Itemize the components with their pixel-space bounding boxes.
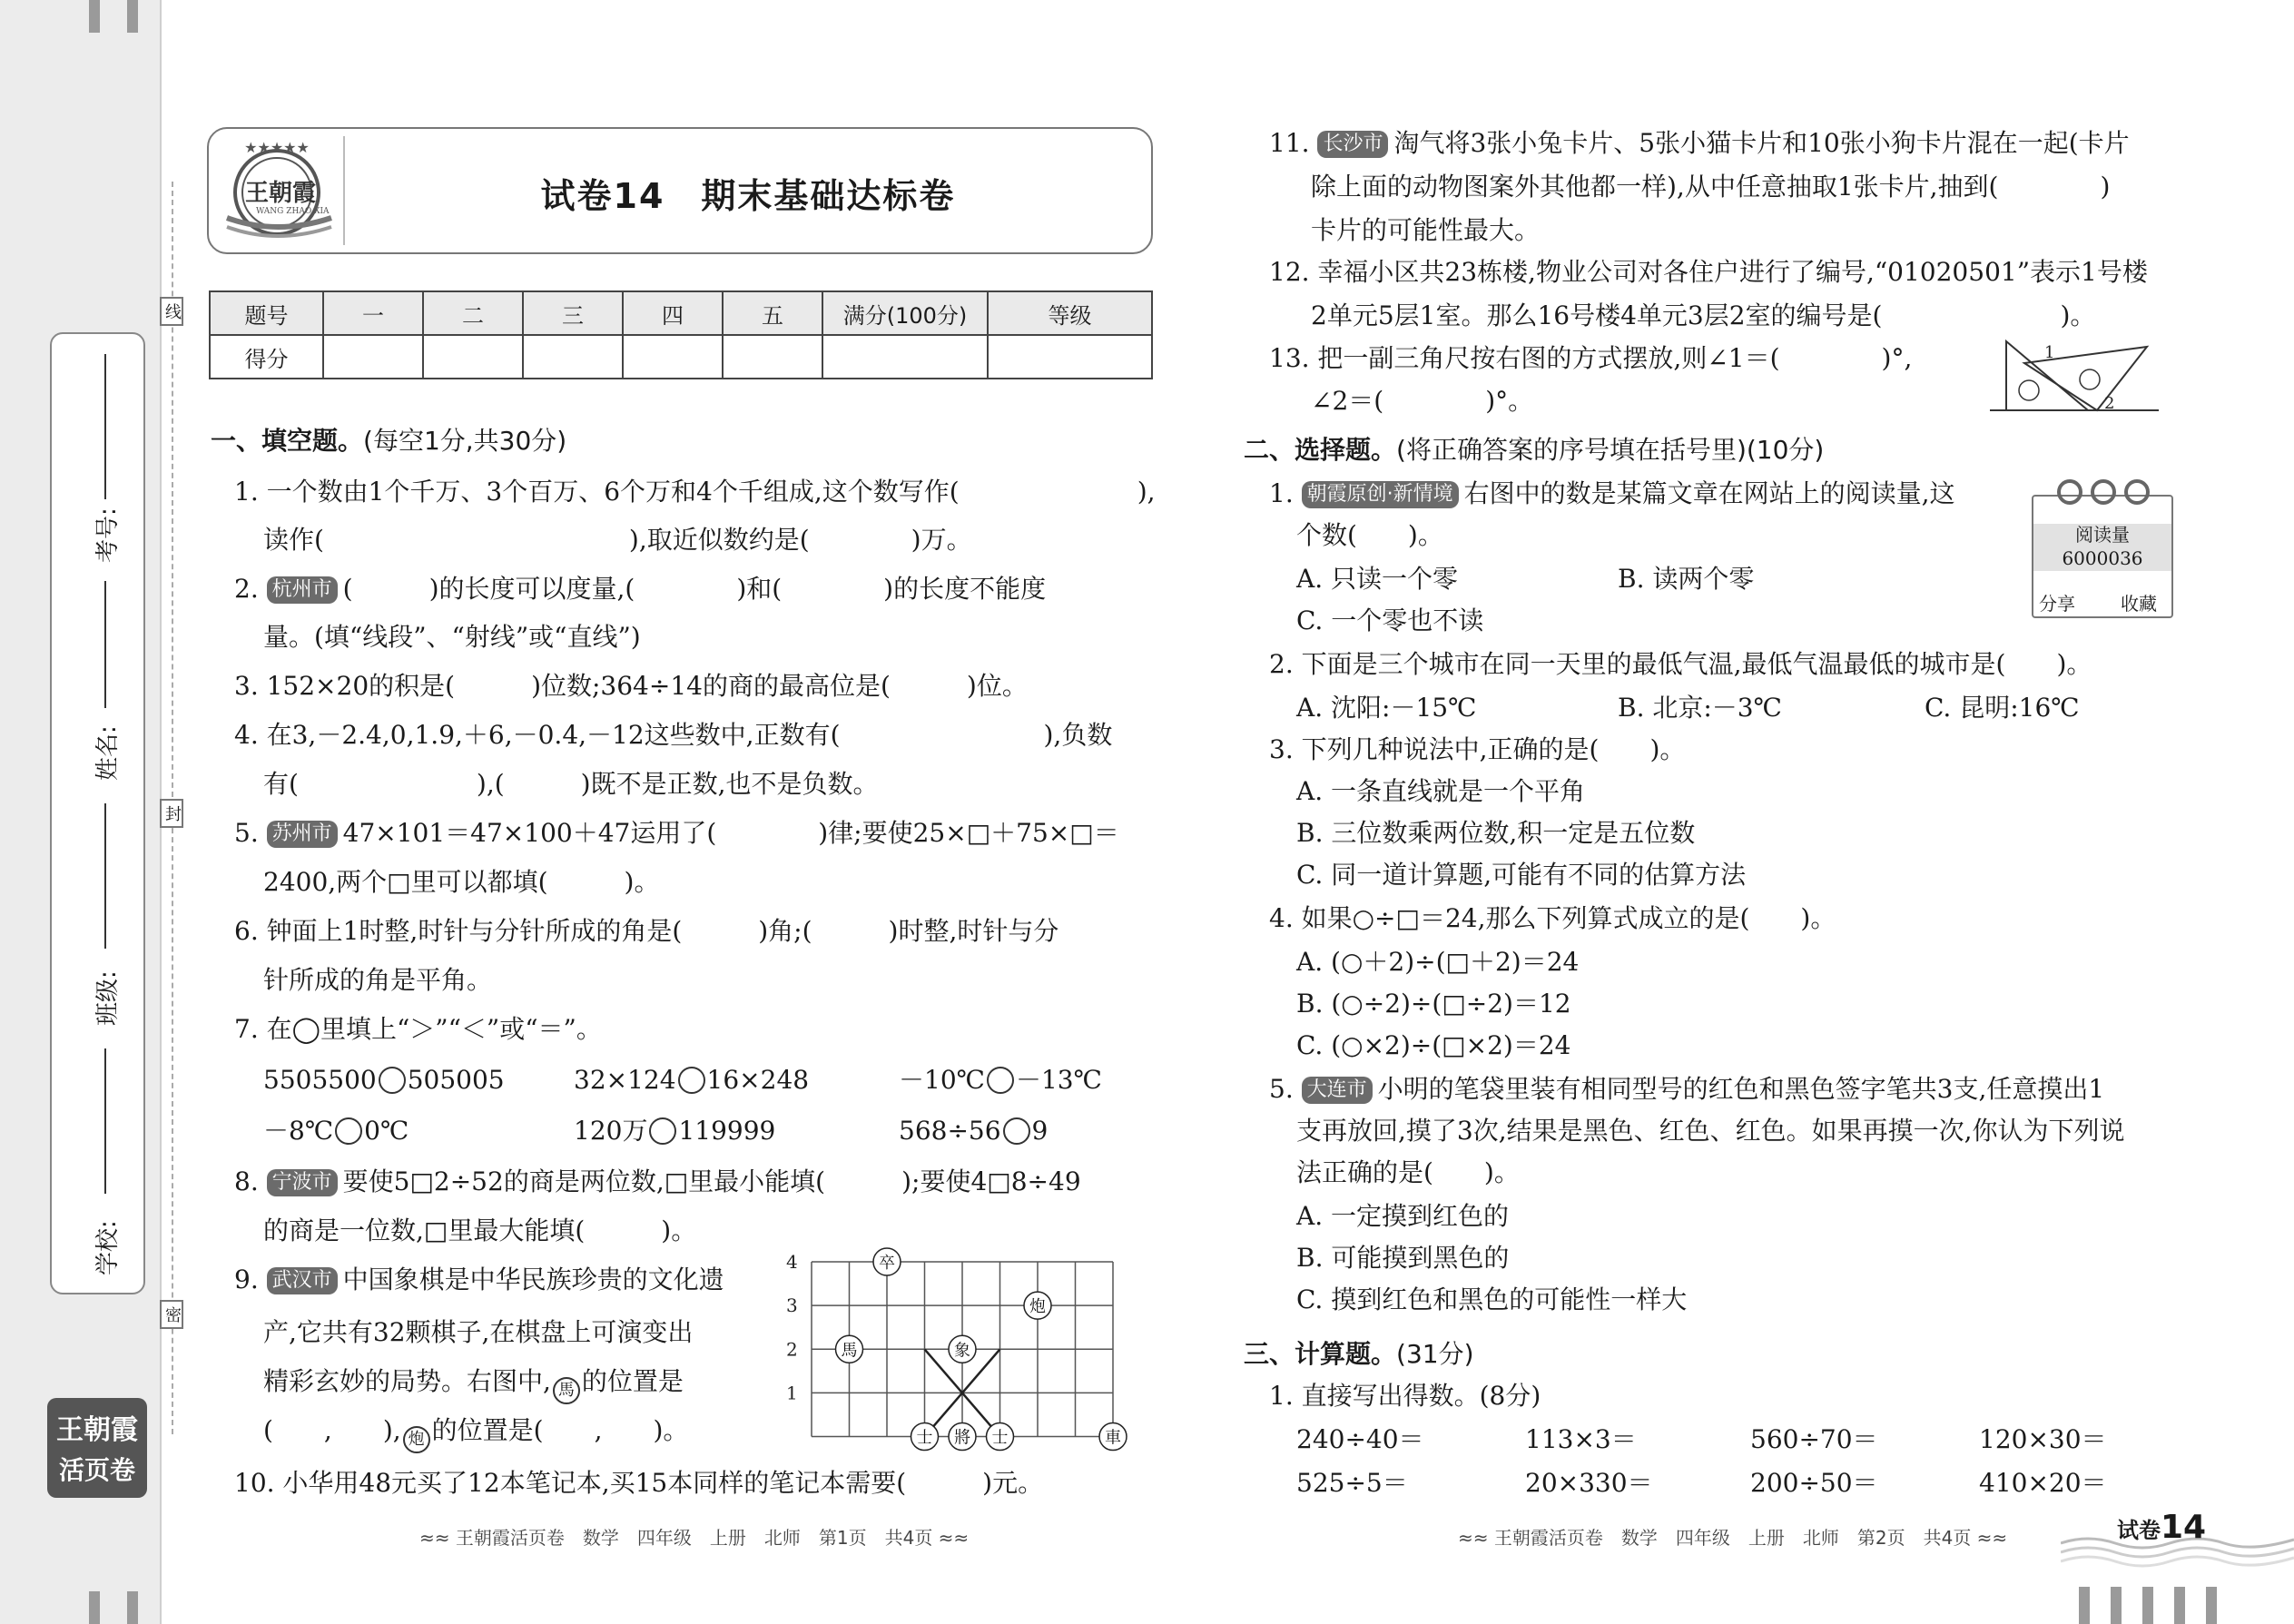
q7-right: 0℃ [364,1116,409,1146]
c1-option-c[interactable]: C. 一个零也不读 [1296,605,1484,635]
pao-piece-icon: 炮 [403,1426,430,1453]
c1-text: 右图中的数是某篇文章在网站上的阅读量,这 [1463,478,1955,508]
calc-item[interactable]: 525÷5＝ [1296,1468,1408,1498]
svg-text:★★★★★: ★★★★★ [244,139,310,156]
read-count-label: 阅读量 [2075,524,2130,546]
q8-text: 要使5□2÷52的商是两位数,□里最小能填( );要使4□8÷49 [342,1166,1081,1196]
region-tag: 朝霞原创·新情境 [1302,481,1459,508]
q7-left: 568÷56 [899,1116,1001,1146]
q6-line2: 针所成的角是平角。 [263,965,493,995]
calc-item[interactable]: 240÷40＝ [1296,1424,1424,1454]
c4: 4. 如果○÷□＝24,那么下列算式成立的是( )。 [1269,903,1836,933]
q9-line3 [263,1363,684,1404]
brand-sub: 活页卷 [58,1455,135,1485]
score-cell[interactable] [723,335,822,379]
jiang-piece-label: 將 [954,1428,970,1448]
c3-option-a[interactable]: A. 一条直线就是一个平角 [1296,776,1586,806]
score-cell[interactable] [822,335,988,379]
ma-piece-label: 馬 [841,1341,858,1361]
c2-option-c[interactable]: C. 昆明:16℃ [1925,693,2080,723]
score-header: 等级 [988,291,1152,335]
q9-text: 中国象棋是中华民族珍贵的文化遗 [342,1265,724,1294]
q7-item [899,1062,1102,1098]
q7-left: －8℃ [263,1116,334,1146]
q5-line1: 5. 苏州市 47×101＝47×100＋47运用了( )律;要使25×□＋75×□＝ [234,818,1119,848]
cut-mark-feng: 封 [160,799,183,828]
section-3-title [1244,1336,1474,1373]
q5-line2: 2400,两个□里可以都填( )。 [263,867,660,897]
class-label: 班级: [94,970,122,1026]
region-tag: 宁波市 [267,1169,338,1196]
read-count-card [2032,495,2173,618]
score-header: 满分(100分) [822,291,988,335]
q3: 3. 152×20的积是( )位数;364÷14的商的最高位是( )位。 [234,671,1028,701]
q10: 10. 小华用48元买了12本笔记本,买15本同样的笔记本需要( )元。 [234,1468,1044,1498]
score-cell[interactable] [623,335,723,379]
q6-line1: 6. 钟面上1时整,时针与分针所成的角是( )角;( )时整,时针与分 [234,916,1059,946]
q7-right: 505005 [407,1065,505,1095]
score-header: 四 [623,291,723,335]
q7-left: 32×124 [574,1065,676,1095]
deco-bar [2111,1587,2122,1624]
q13-line2: ∠2＝( )°。 [1311,386,1534,416]
section-title-text: 一、填空题。 [211,426,364,456]
chess-board-figure [783,1245,1146,1454]
calc-item[interactable]: 20×330＝ [1525,1468,1653,1498]
number-field[interactable] [104,354,106,499]
che-piece-label: 車 [1105,1428,1121,1448]
y-tick-label: 4 [786,1251,798,1273]
section-note: (每空1分,共30分) [363,426,567,456]
paper-number: 14 [2161,1509,2207,1546]
calc-item[interactable]: 410×20＝ [1979,1468,2107,1498]
q2-line2: 量。(填“线段”、“射线”或“直线”) [263,622,641,652]
q9-line2: 产,它共有32颗棋子,在棋盘上可演变出 [263,1317,694,1347]
q9-text: 精彩玄妙的局势。右图中, [263,1366,551,1396]
logo-sub: WANG ZHAO XIA [256,207,330,216]
q13-line1: 13. 把一副三角尺按右图的方式摆放,则∠1＝( )°, [1269,343,1913,373]
score-header: 二 [423,291,523,335]
compare-circle[interactable] [379,1067,406,1094]
q7-right: 16×248 [706,1065,810,1095]
q9-line1: 9. 武汉市 中国象棋是中华民族珍贵的文化遗 [234,1265,724,1294]
q11-line3: 卡片的可能性最大。 [1311,215,1541,245]
pao-piece-label: 炮 [1029,1297,1046,1317]
c1-option-b[interactable]: B. 读两个零 [1618,564,1755,594]
c1-line1: 1. 朝霞原创·新情境 右图中的数是某篇文章在网站上的阅读量,这 [1269,478,1955,508]
score-cell[interactable] [988,335,1152,379]
q2-text: ( )的长度可以度量,( )和( )的长度不能度 [342,574,1047,604]
deco-bar [2142,1587,2153,1624]
region-tag: 苏州市 [267,821,338,848]
q11-line1: 11. 长沙市 淘气将3张小兔卡片、5张小猫卡片和10张小狗卡片混在一起(卡片 [1269,128,2130,158]
c5-option-b[interactable]: B. 可能摸到黑色的 [1296,1243,1510,1273]
q7-left: －10℃ [899,1065,985,1095]
deco-bar [2079,1587,2090,1624]
c2-option-b[interactable]: B. 北京:－3℃ [1618,693,1782,723]
c5-line2: 支再放回,摸了3次,结果是黑色、红色、红色。如果再摸一次,你认为下列说 [1296,1116,2125,1146]
q7-item [574,1113,775,1149]
section-2-title [1244,432,1824,468]
q7-left: 120万 [574,1116,648,1146]
region-tag: 杭州市 [267,576,338,604]
calc-title: 1. 直接写出得数。(8分) [1269,1381,1541,1411]
section-note: (将正确答案的序号填在括号里)(10分) [1396,435,1825,465]
zu-piece-label: 卒 [879,1254,895,1273]
c5-option-a[interactable]: A. 一定摸到红色的 [1296,1201,1510,1231]
score-header: 一 [323,291,423,335]
q11-text: 淘气将3张小兔卡片、5张小猫卡片和10张小狗卡片混在一起(卡片 [1393,128,2130,158]
page-footer-right: ≈≈ 王朝霞活页卷 数学 四年级 上册 北师 第2页 共4页 ≈≈ [1458,1527,2008,1549]
calc-item[interactable]: 200÷50＝ [1750,1468,1878,1498]
c3: 3. 下列几种说法中,正确的是( )。 [1269,734,1686,764]
section-1-title [211,423,566,459]
q12-line1: 12. 幸福小区共23栋楼,物业公司对各住户进行了编号,“01020501”表示1号楼 [1269,257,2148,287]
c4-option-a[interactable]: A. (○＋2)÷(□＋2)＝24 [1296,947,1580,977]
q7-right: －13℃ [1015,1065,1102,1095]
favorite-label: 收藏 [2121,593,2157,615]
c2-option-a[interactable]: A. 沈阳:－15℃ [1296,693,1477,723]
q7-item [899,1113,1048,1149]
q12-line2: 2单元5层1室。那么16号楼4单元3层2室的编号是( )。 [1311,300,2096,330]
cut-mark-xian: 线 [160,297,183,326]
region-tag: 武汉市 [267,1267,338,1294]
q1-line2: 读作( ),取近似数约是( )万。 [263,525,972,555]
q9-text: 的位置是 [581,1366,684,1396]
c5-line3: 法正确的是( )。 [1296,1157,1520,1187]
c1-line2: 个数( )。 [1296,520,1443,550]
student-info-box [50,332,145,1294]
angle-2-label: 2 [2104,394,2115,413]
cut-mark-mi: 密 [160,1300,183,1329]
shi-piece-label: 士 [991,1428,1009,1448]
paper-number-badge [2117,1509,2206,1546]
name-field[interactable] [104,581,106,708]
school-field[interactable] [104,1048,106,1194]
page-title: 试卷14 期末基础达标卷 [540,175,956,216]
deco-bar [127,1591,138,1624]
compare-circle[interactable] [649,1117,676,1145]
c5-option-c[interactable]: C. 摸到红色和黑色的可能性一样大 [1296,1284,1688,1314]
deco-bar [2174,1587,2185,1624]
y-tick-label: 2 [786,1338,798,1361]
deco-bar [2206,1587,2217,1624]
calc-item[interactable]: 113×3＝ [1525,1424,1637,1454]
q2-line1: 2. 杭州市 ( )的长度可以度量,( )和( )的长度不能度 [234,574,1047,604]
compare-circle[interactable] [678,1067,705,1094]
binder-rings-icon [2053,474,2153,510]
q11-line2: 除上面的动物图案外其他都一样),从中任意抽取1张卡片,抽到( ) [1311,172,2111,202]
q7-left: 5505500 [263,1065,377,1095]
score-row-label: 得分 [210,335,323,379]
xiang-piece-label: 象 [954,1341,970,1361]
score-cell[interactable] [323,335,423,379]
q7-item [574,1062,809,1098]
q7-right: 9 [1031,1116,1049,1146]
shi-piece-label: 士 [916,1428,933,1448]
deco-bar [127,0,138,33]
c4-option-c[interactable]: C. (○×2)÷(□×2)＝24 [1296,1030,1571,1060]
c4-option-b[interactable]: B. (○÷2)÷(□÷2)＝12 [1296,989,1571,1019]
compare-circle[interactable] [1003,1117,1030,1145]
title-box [207,127,1153,254]
q4-line2: 有( ),( )既不是正数,也不是负数。 [263,769,879,799]
section-note: (31分) [1396,1339,1474,1369]
c5-text: 小明的笔袋里装有相同型号的红色和黑色签字笔共3支,任意摸出1 [1377,1074,2105,1104]
region-tag: 长沙市 [1317,131,1388,158]
deco-bar [89,0,100,33]
brand-name: 王朝霞 [56,1414,138,1446]
c2: 2. 下面是三个城市在同一天里的最低气温,最低气温最低的城市是( )。 [1269,649,2092,679]
school-label: 学校: [94,1220,122,1275]
brand-badge [47,1398,147,1498]
angle-1-label: 1 [2044,343,2055,362]
score-cell[interactable] [423,335,523,379]
q4-line1: 4. 在3,－2.4,0,1.9,＋6,－0.4,－12这些数中,正数有( ),负数 [234,720,1113,750]
q5-text: 47×101＝47×100＋47运用了( )律;要使25×□＋75×□＝ [342,818,1119,848]
score-table [209,290,1153,379]
q9-text: 的位置是( , )。 [431,1415,689,1445]
triangle-rulers-figure [1988,338,2161,416]
c3-option-c[interactable]: C. 同一道计算题,可能有不同的估算方法 [1296,860,1747,890]
c1-option-a[interactable]: A. 只读一个零 [1296,564,1459,594]
deco-bar [89,1591,100,1624]
y-tick-label: 3 [786,1294,798,1317]
score-header: 五 [723,291,822,335]
c3-option-b[interactable]: B. 三位数乘两位数,积一定是五位数 [1296,818,1696,848]
q9-line4 [263,1412,688,1453]
q8-line2: 的商是一位数,□里最大能填( )。 [263,1216,697,1245]
y-tick-label: 1 [786,1382,798,1404]
q7: 7. 在◯里填上“＞”“＜”或“＝”。 [234,1014,602,1044]
logo-text: 王朝霞 [245,180,317,207]
score-header: 题号 [210,291,323,335]
page-footer-left: ≈≈ 王朝霞活页卷 数学 四年级 上册 北师 第1页 共4页 ≈≈ [419,1527,970,1549]
section-title-text: 三、计算题。 [1244,1339,1397,1369]
read-count-value: 6000036 [2062,547,2143,569]
q9-text: ( , ), [263,1415,401,1445]
q7-item [263,1113,409,1149]
q7-right: 119999 [678,1116,776,1146]
score-cell[interactable] [523,335,623,379]
section-title-text: 二、选择题。 [1244,435,1397,465]
number-label: 考号: [94,507,122,563]
q8-line1: 8. 宁波市 要使5□2÷52的商是两位数,□里最小能填( );要使4□8÷49 [234,1166,1081,1196]
score-header: 三 [523,291,623,335]
class-field[interactable] [104,803,106,949]
logo [218,136,345,245]
calc-item[interactable]: 120×30＝ [1979,1424,2107,1454]
calc-item[interactable]: 560÷70＝ [1750,1424,1878,1454]
paper-label: 试卷 [2117,1518,2161,1543]
share-label: 分享 [2039,593,2075,615]
name-label: 姓名: [94,725,122,781]
compare-circle[interactable] [987,1067,1014,1094]
ma-piece-icon: 馬 [553,1377,580,1404]
c5-line1: 5. 大连市 小明的笔袋里装有相同型号的红色和黑色签字笔共3支,任意摸出1 [1269,1074,2105,1104]
q7-item [263,1062,505,1098]
q1-line1: 1. 一个数由1个千万、3个百万、6个万和4个千组成,这个数写作( ), [234,477,1156,507]
region-tag: 大连市 [1302,1077,1373,1104]
compare-circle[interactable] [335,1117,362,1145]
